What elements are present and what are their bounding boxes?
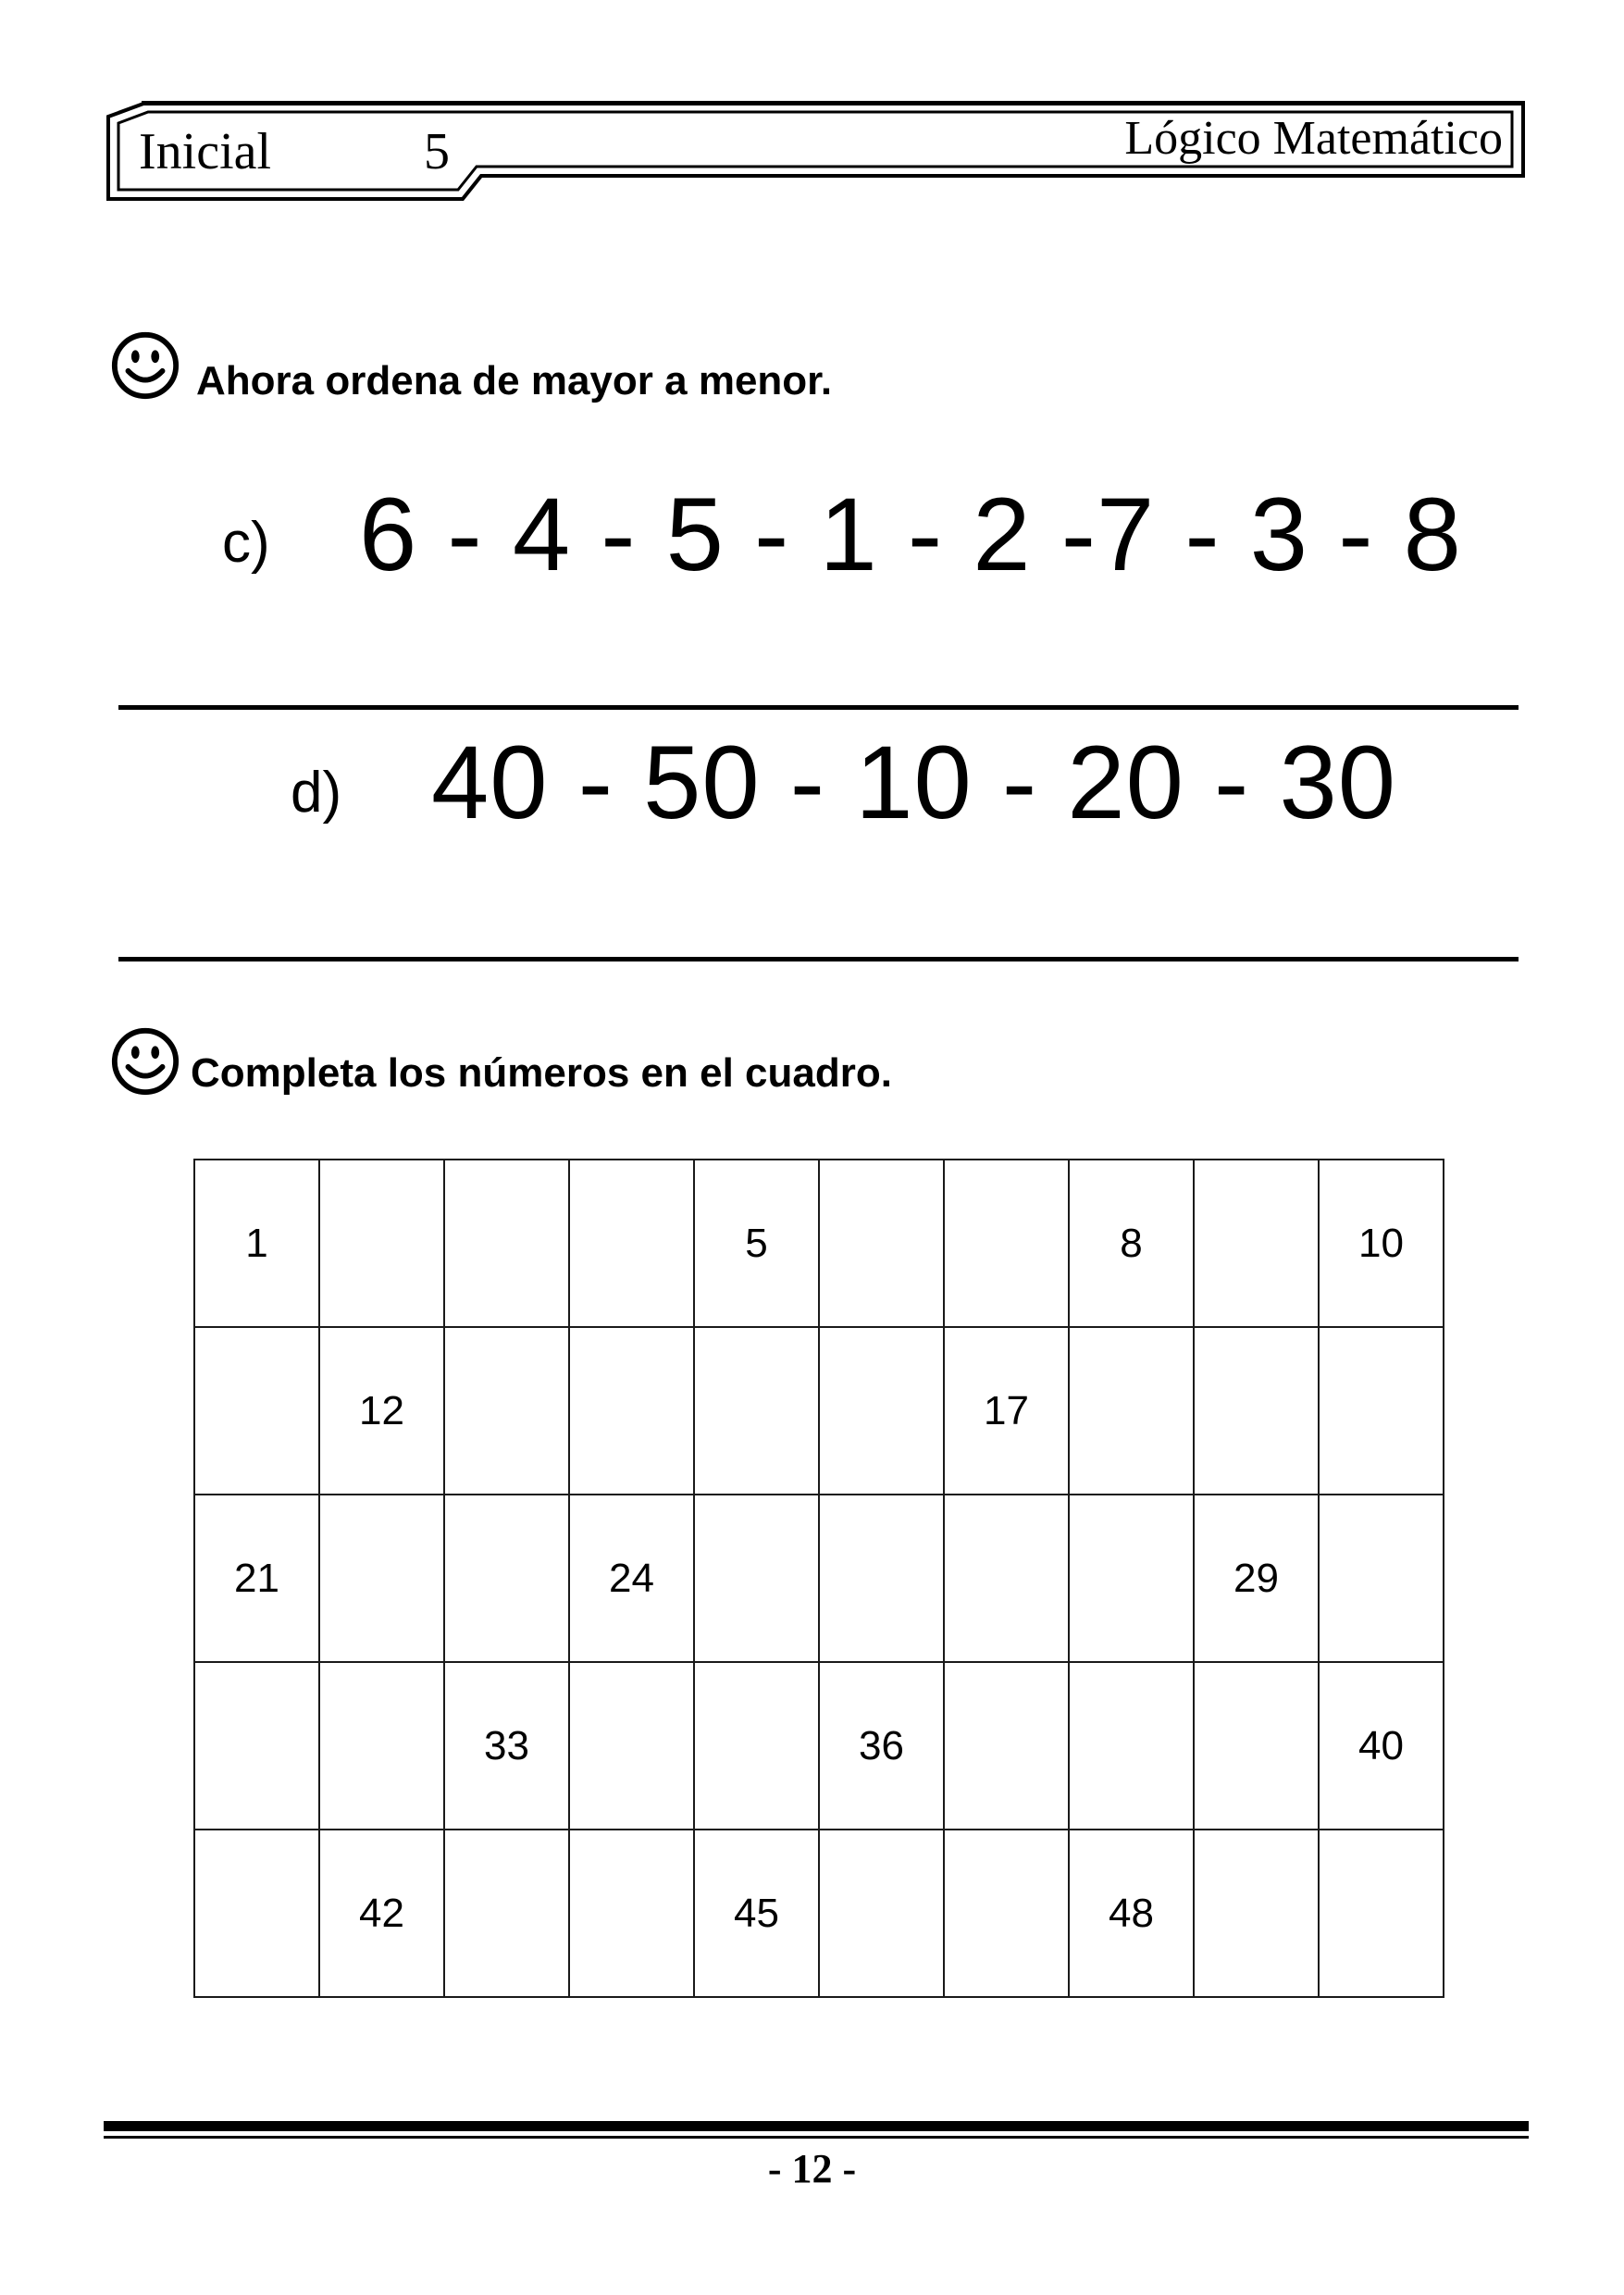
grid-cell[interactable]: 24 <box>569 1495 694 1662</box>
grid-cell[interactable] <box>1194 1830 1319 1997</box>
grid-cell[interactable]: 45 <box>694 1830 819 1997</box>
grid-cell[interactable]: 8 <box>1069 1160 1194 1327</box>
grid-cell[interactable] <box>444 1327 569 1495</box>
grid-cell[interactable] <box>1194 1160 1319 1327</box>
grid-cell[interactable] <box>944 1830 1069 1997</box>
grid-cell[interactable] <box>819 1495 944 1662</box>
grid-cell[interactable] <box>694 1662 819 1830</box>
grid-cell[interactable] <box>1069 1495 1194 1662</box>
grid-cell[interactable] <box>1069 1662 1194 1830</box>
grid-cell[interactable] <box>1319 1495 1444 1662</box>
exercise-d-sequence: 40 - 50 - 10 - 20 - 30 <box>431 725 1397 840</box>
grid-cell[interactable] <box>1194 1327 1319 1495</box>
grid-cell[interactable] <box>694 1327 819 1495</box>
answer-line-c[interactable] <box>118 705 1519 710</box>
grid-cell[interactable] <box>944 1495 1069 1662</box>
grid-cell[interactable] <box>569 1160 694 1327</box>
grid-cell[interactable]: 1 <box>194 1160 319 1327</box>
instruction-order: Ahora ordena de mayor a menor. <box>196 358 833 403</box>
grid-cell[interactable]: 33 <box>444 1662 569 1830</box>
exercise-c-sequence: 6 - 4 - 5 - 1 - 2 -7 - 3 - 8 <box>359 477 1462 592</box>
grid-cell[interactable] <box>569 1830 694 1997</box>
grid-cell[interactable]: 42 <box>319 1830 444 1997</box>
grid-cell[interactable] <box>319 1160 444 1327</box>
grid-cell[interactable] <box>1319 1327 1444 1495</box>
grid-cell[interactable] <box>569 1662 694 1830</box>
exercise-d-label: d) <box>291 761 342 825</box>
grid-cell[interactable]: 29 <box>1194 1495 1319 1662</box>
grid-cell[interactable] <box>1319 1830 1444 1997</box>
footer-rule <box>104 2121 1529 2131</box>
grid-cell[interactable]: 12 <box>319 1327 444 1495</box>
grid-cell[interactable]: 21 <box>194 1495 319 1662</box>
level-label: Inicial <box>139 123 272 180</box>
exercise-c-label: c) <box>222 511 270 575</box>
grid-cell[interactable] <box>819 1327 944 1495</box>
grid-cell[interactable] <box>944 1662 1069 1830</box>
grid-cell[interactable] <box>444 1830 569 1997</box>
grid-cell[interactable]: 17 <box>944 1327 1069 1495</box>
grid-cell[interactable]: 10 <box>1319 1160 1444 1327</box>
footer-rule <box>104 2136 1529 2139</box>
smiley-face-icon <box>109 1025 181 1098</box>
grid-cell[interactable] <box>319 1662 444 1830</box>
grid-row <box>194 1830 1444 1997</box>
grid-cell[interactable] <box>1194 1662 1319 1830</box>
grid-cell[interactable] <box>694 1495 819 1662</box>
smiley-face-icon <box>109 329 181 402</box>
grid-cell[interactable] <box>194 1327 319 1495</box>
grid-row <box>194 1160 1444 1327</box>
grid-cell[interactable] <box>944 1160 1069 1327</box>
grid-cell[interactable]: 48 <box>1069 1830 1194 1997</box>
grid-cell[interactable] <box>569 1327 694 1495</box>
grid-cell[interactable] <box>194 1662 319 1830</box>
grid-cell[interactable] <box>444 1160 569 1327</box>
grid-cell[interactable] <box>819 1160 944 1327</box>
grid-cell[interactable]: 40 <box>1319 1662 1444 1830</box>
grid-row <box>194 1662 1444 1830</box>
grid-row <box>194 1327 1444 1495</box>
number-grid <box>193 1159 1444 1998</box>
header-frame <box>0 0 1624 222</box>
grid-cell[interactable] <box>819 1830 944 1997</box>
grid-cell[interactable] <box>1069 1327 1194 1495</box>
grid-cell[interactable] <box>444 1495 569 1662</box>
grid-row <box>194 1495 1444 1662</box>
answer-line-d[interactable] <box>118 957 1519 961</box>
grid-cell[interactable] <box>319 1495 444 1662</box>
level-number: 5 <box>424 123 450 180</box>
instruction-grid: Completa los números en el cuadro. <box>191 1050 892 1096</box>
page-number: - 12 - <box>767 2146 857 2191</box>
grid-cell[interactable]: 36 <box>819 1662 944 1830</box>
grid-cell[interactable] <box>194 1830 319 1997</box>
grid-cell[interactable]: 5 <box>694 1160 819 1327</box>
subject-title: Lógico Matemático <box>1124 112 1503 165</box>
